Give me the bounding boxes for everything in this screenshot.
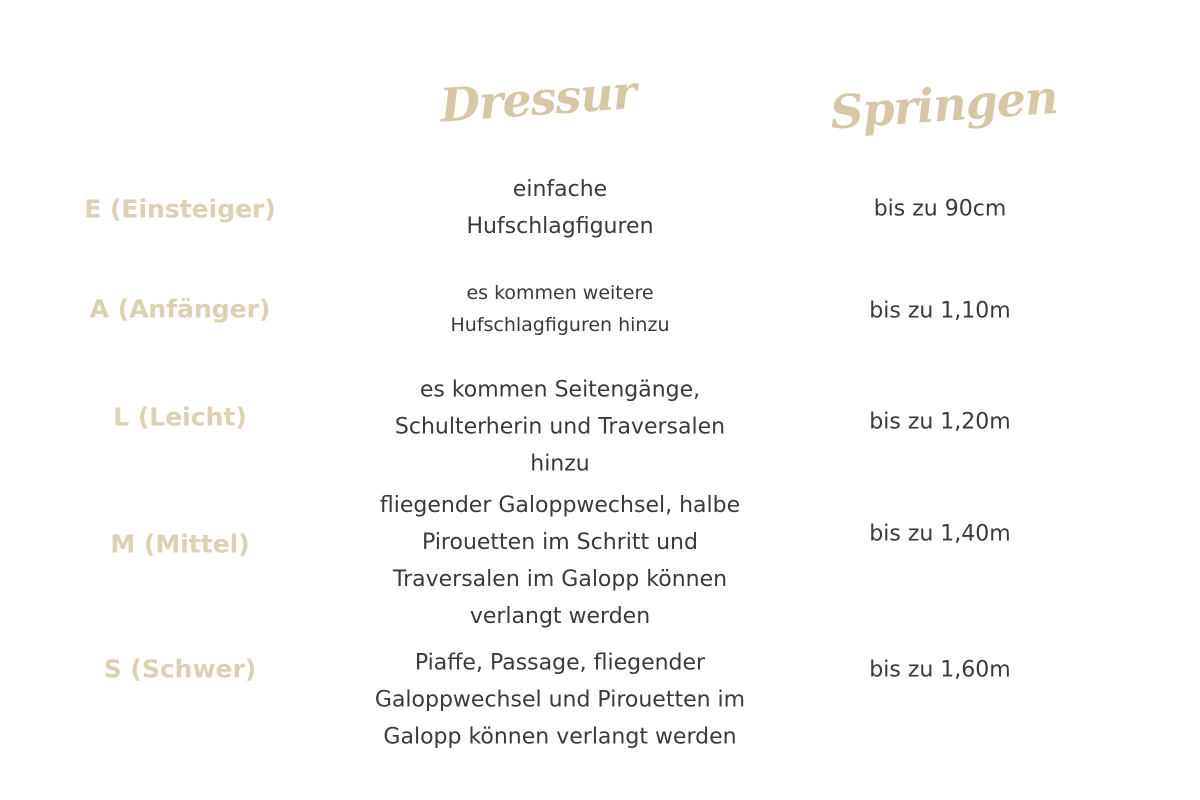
dressur-line: Schulterherin und Traversalen [394, 414, 726, 440]
dressur-description [330, 277, 790, 341]
dressur-line: fliegender Galoppwechsel, halbe [379, 493, 741, 518]
dressur-line: verlangt werden [469, 604, 651, 629]
dressur-line: es kommen weitere [466, 282, 654, 304]
dressur-line: Piaffe, Passage, fliegender [414, 650, 706, 676]
level-label: S (Schwer) [103, 654, 257, 684]
springen-height: bis zu 1,20m [869, 409, 1011, 435]
dressur-line: Hufschlagfiguren [466, 214, 654, 239]
dressur-description [330, 372, 790, 483]
dressur-line: Pirouetten im Schritt und [422, 530, 698, 555]
level-label: L (Leicht) [113, 402, 247, 432]
dressur-description [330, 487, 790, 635]
level-label: E (Einsteiger) [84, 194, 276, 224]
level-label: M (Mittel) [110, 529, 250, 559]
dressur-line: hinzu [530, 451, 590, 477]
dressur-line: Traversalen im Galopp können [392, 567, 728, 592]
springen-height: bis zu 1,40m [869, 521, 1011, 547]
dressur-line: Hufschlagfiguren hinzu [450, 314, 670, 336]
level-label: A (Anfänger) [89, 294, 271, 324]
dressur-line: Galopp können verlangt werden [383, 724, 737, 750]
springen-height: bis zu 90cm [873, 196, 1007, 222]
dressur-description [330, 171, 790, 245]
dressur-description [330, 645, 790, 756]
dressur-heading: Dressur [438, 65, 638, 133]
dressur-line: Galoppwechsel und Pirouetten im [374, 687, 746, 713]
dressur-line: es kommen Seitengänge, [419, 377, 701, 403]
springen-height: bis zu 1,60m [869, 657, 1011, 683]
dressur-line: einfache [512, 177, 608, 202]
springen-height: bis zu 1,10m [869, 298, 1011, 324]
springen-heading: Springen [828, 69, 1060, 140]
